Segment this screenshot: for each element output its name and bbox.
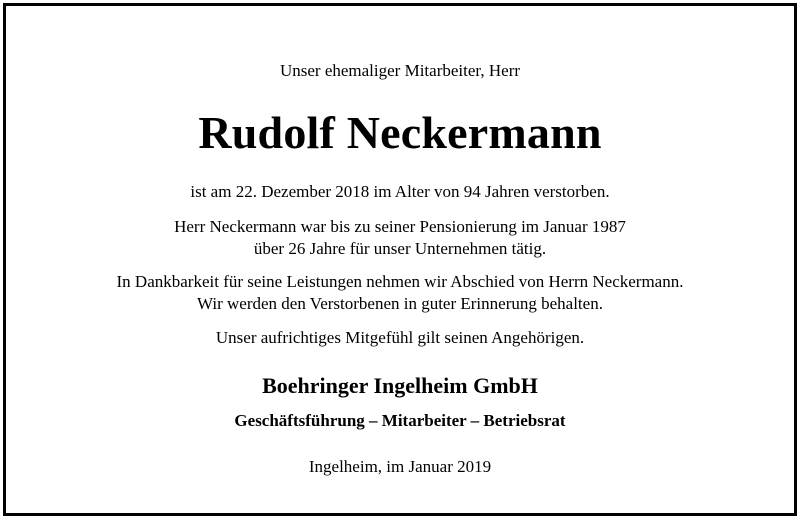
company-name: Boehringer Ingelheim GmbH xyxy=(262,373,538,398)
gratitude-text-line-1: In Dankbarkeit für seine Leistungen nehmen wir Abschied von Herrn Neckermann. xyxy=(116,272,684,291)
signatories: Geschäftsführung – Mitarbeiter – Betriebsrat xyxy=(234,411,566,430)
deceased-name: Rudolf Neckermann xyxy=(198,107,602,158)
condolence-text: Unser aufrichtiges Mitgefühl gilt seinen Angehörigen. xyxy=(215,328,585,347)
career-text-line-1: Herr Neckermann war bis zu seiner Pensionierung im Januar 1987 xyxy=(174,217,626,236)
place-and-date: Ingelheim, im Januar 2019 xyxy=(308,457,492,476)
gratitude-text-line-2: Wir werden den Verstorbenen in guter Erinnerung behalten. xyxy=(197,294,603,313)
intro-text: Unser ehemaliger Mitarbeiter, Herr xyxy=(279,61,521,80)
death-announcement: ist am 22. Dezember 2018 im Alter von 94 Jahren verstorben. xyxy=(190,182,610,201)
obituary-notice xyxy=(3,3,797,516)
career-text-line-2: über 26 Jahre für unser Unternehmen tätig. xyxy=(253,239,547,258)
